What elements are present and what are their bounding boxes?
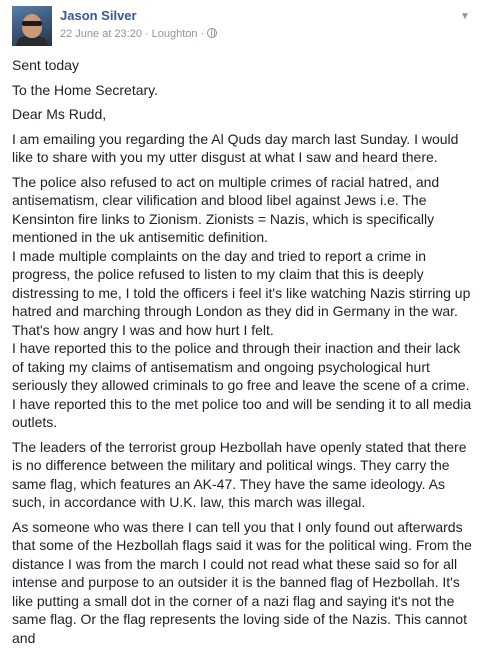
post-date-link[interactable]: 22 June at 23:20 [60,28,142,40]
post-paragraph: Dear Ms Rudd, [12,106,107,122]
post-paragraph: I am emailing you regarding the Al Quds day march last Sunday. I would like to share with you my utter disgust at what I saw and heard there. [12,130,459,165]
post-paragraph: Sent today [12,57,79,73]
post-paragraph: As someone who was there I can tell you that I only found out afterwards that some of the Hezbollah flags said it was for the political wing. From the distance I was from the march I could not read what these said so for all intense and purpose to an outsider it is the banned flag of Hezbollah. It's like putting a small dot in the corner of a nazi flag and saying it's not the same flag. Or the flag represents the loving side of the Nazis. This cannot and [12,518,472,646]
post-paragraph: The leaders of the terrorist group Hezbollah have openly stated that there is no difference between the military and political wings. They carry the same flag, which features an AK-47. They have the same ideology. As such, in accordance with U.K. law, this march was illegal. [12,438,467,510]
avatar[interactable] [12,6,52,46]
post-body [12,56,472,653]
globe-icon [207,28,217,38]
post-paragraph: The police also refused to act on multiple crimes of racial hatred, and antisematism, clear vilification and blood libel against Jews i.e. The Kensinton fire links to Zionism. Zionists = Nazis, which is specifically mentioned in the uk antisemitic definition. I made multiple complaints on the day and tried to report a crime in progress, the police refused to listen to my claim that this is deeply distressing to me, I told the officers i feel it's like watching Nazis stirring up hatred and marching through London as they did in Germany in the war. That's how angry I was and how hurt I felt. I have reported this to the police and through their inaction and their lack of taking my claims of antisematism and ongoing psychological hurt seriously they allowed criminals to go free and leave the scene of a crime. I have reported this to the met police too and will be sending it to all media outlets. [12,173,472,430]
post-meta [60,28,217,40]
author-name-link[interactable]: Jason Silver [60,8,137,23]
snip-watermark: Screenshot Snip [342,162,416,173]
chevron-down-icon[interactable]: ▼ [460,11,470,22]
meta-separator: · [144,28,149,40]
post-location-link[interactable]: Loughton [151,28,198,40]
post-paragraph: To the Home Secretary. [12,81,159,98]
post-header [12,4,472,50]
meta-separator: · [200,28,205,40]
